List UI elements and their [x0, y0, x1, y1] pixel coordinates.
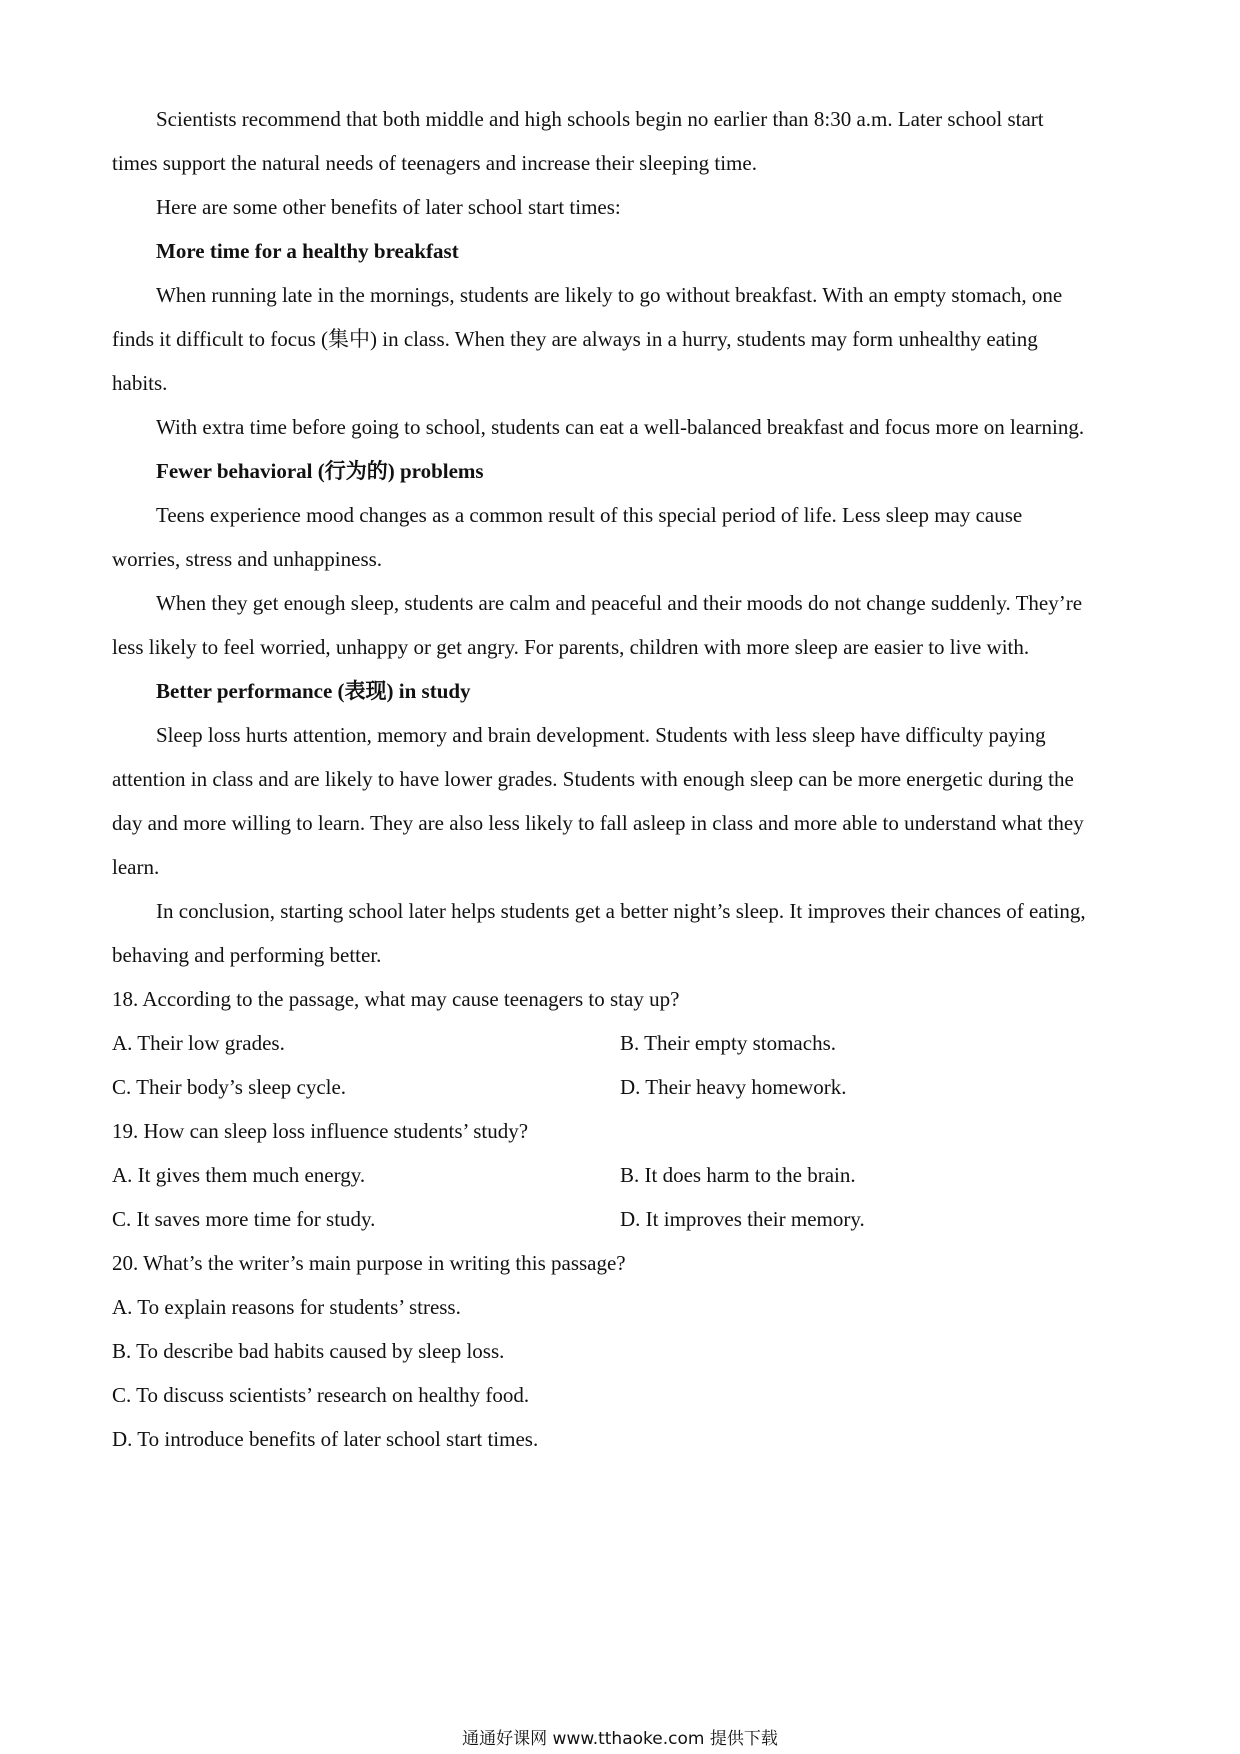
passage-line: habits. [112, 371, 168, 395]
option-d: D. Their heavy homework. [620, 1075, 847, 1099]
passage-line: Scientists recommend that both middle and high schools begin no earlier than 8:30 a.m. Later school start [156, 107, 1044, 131]
question-stem: 19. How can sleep loss influence students’ study? [112, 1119, 529, 1143]
passage-line: times support the natural needs of teenagers and increase their sleeping time. [112, 151, 757, 175]
option-a: A. To explain reasons for students’ stress. [112, 1295, 461, 1319]
option-row [0, 1029, 1240, 1057]
section-heading: Better performance (表现) in study [156, 679, 471, 703]
option-c: C. To discuss scientists’ research on healthy food. [112, 1383, 530, 1407]
option-d: D. To introduce benefits of later school start times. [112, 1427, 539, 1451]
passage-line: less likely to feel worried, unhappy or get angry. For parents, children with more sleep are easier to live with. [112, 635, 1030, 659]
option-c: C. It saves more time for study. [112, 1207, 376, 1231]
question-stem: 20. What’s the writer’s main purpose in writing this passage? [112, 1251, 626, 1275]
passage-line: attention in class and are likely to have lower grades. Students with enough sleep can be more energetic during the [112, 767, 1074, 791]
passage-line: learn. [112, 855, 160, 879]
option-d: D. It improves their memory. [620, 1207, 865, 1231]
option-b: B. Their empty stomachs. [620, 1031, 836, 1055]
passage-line: Sleep loss hurts attention, memory and brain development. Students with less sleep have difficulty paying [156, 723, 1046, 747]
option-row [0, 1161, 1240, 1189]
passage-line: behaving and performing better. [112, 943, 382, 967]
passage-line: In conclusion, starting school later helps students get a better night’s sleep. It improves their chances of eating, [156, 899, 1086, 923]
passage-line: When running late in the mornings, students are likely to go without breakfast. With an empty stomach, one [156, 283, 1063, 307]
passage-line: Teens experience mood changes as a common result of this special period of life. Less sleep may cause [156, 503, 1023, 527]
option-a: A. It gives them much energy. [112, 1163, 366, 1187]
passage-line: With extra time before going to school, students can eat a well-balanced breakfast and focus more on learning. [156, 415, 1085, 439]
option-row [0, 1205, 1240, 1233]
page-footer: 通通好课网 www.tthaoke.com 提供下载 [462, 1729, 778, 1749]
question-stem: 18. According to the passage, what may cause teenagers to stay up? [112, 987, 680, 1011]
option-a: A. Their low grades. [112, 1031, 285, 1055]
option-b: B. It does harm to the brain. [620, 1163, 856, 1187]
passage-line: day and more willing to learn. They are also less likely to fall asleep in class and more able to understand what they [112, 811, 1084, 835]
passage-line: When they get enough sleep, students are calm and peaceful and their moods do not change suddenly. They’re [156, 591, 1083, 615]
passage-line: Here are some other benefits of later school start times: [156, 195, 621, 219]
passage-line: worries, stress and unhappiness. [112, 547, 383, 571]
option-b: B. To describe bad habits caused by sleep loss. [112, 1339, 505, 1363]
passage-line: finds it difficult to focus (集中) in class. When they are always in a hurry, students may form unhealthy eating [112, 327, 1038, 351]
option-row [0, 1073, 1240, 1101]
option-c: C. Their body’s sleep cycle. [112, 1075, 347, 1099]
section-heading: More time for a healthy breakfast [156, 239, 459, 263]
section-heading: Fewer behavioral (行为的) problems [156, 459, 484, 483]
